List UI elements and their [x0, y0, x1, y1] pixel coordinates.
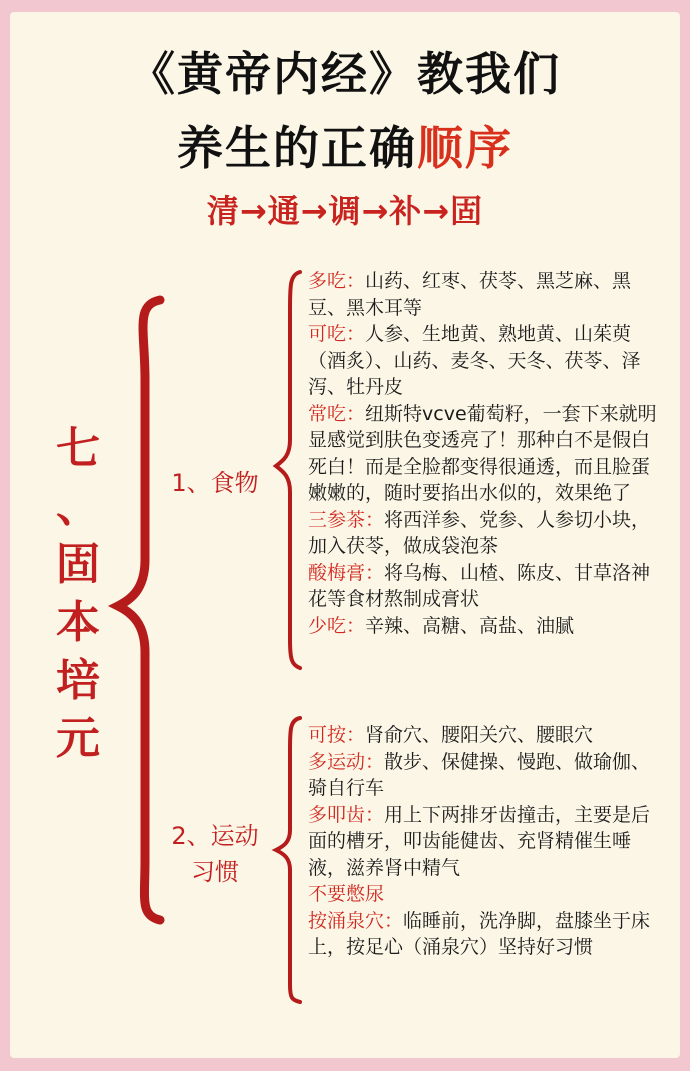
item-label: 可按：	[308, 724, 366, 746]
item-text: 临睡前，洗净脚，盘膝坐于床上，按足心（涌泉穴）坚持好习惯	[308, 909, 651, 958]
item-text: 纽斯特vcve葡萄籽，一套下来就明显感觉到肤色变透亮了！那种白不是假白死白！而是全脸都变得很通透，而且脸蛋嫩嫩的，随时要掐出水似的，效果绝了	[308, 402, 657, 504]
item-text: 将西洋参、党参、人参切小块，加入茯苓，做成袋泡茶	[308, 508, 651, 557]
item-text: 辛辣、高糖、高盐、油腻	[365, 614, 575, 637]
item-text: 山药、红枣、茯苓、黑芝麻、黑豆、黑木耳等	[308, 270, 632, 319]
list-item	[308, 749, 663, 802]
item-label: 多运动：	[308, 750, 385, 773]
item-label: 按涌泉穴：	[308, 909, 404, 932]
vertical-title-char: 七	[56, 423, 100, 474]
item-label: 多吃：	[308, 270, 366, 292]
item-label: 酸梅膏：	[308, 561, 385, 584]
section1-brace	[276, 272, 300, 668]
main-brace	[118, 300, 160, 920]
vertical-title-char: 、	[56, 481, 100, 532]
section2-brace	[276, 718, 300, 1002]
vertical-title-char: 培	[56, 655, 100, 706]
title-line-2-main: 养生的正确	[177, 121, 417, 175]
list-item	[308, 321, 663, 401]
item-label: 可吃：	[308, 323, 366, 345]
section-label-exercise-line2: 习惯	[191, 858, 239, 886]
section-label-exercise	[160, 818, 270, 890]
list-item	[308, 908, 663, 961]
list-item	[308, 560, 663, 613]
vertical-title-char: 元	[56, 713, 100, 764]
item-label: 多叩齿：	[308, 803, 385, 826]
item-text: 人参、生地黄、熟地黄、山茱萸（酒炙）、山药、麦冬、天冬、茯苓、泽泻、牡丹皮	[308, 323, 641, 398]
exercise-list	[308, 722, 663, 961]
food-list	[308, 268, 663, 639]
item-label: 不要憋尿	[308, 883, 385, 905]
item-text: 散步、保健操、慢跑、做瑜伽、骑自行车	[308, 750, 651, 799]
item-text: 将乌梅、山楂、陈皮、甘草洛神花等食材熬制成膏状	[308, 561, 651, 610]
list-item	[308, 802, 663, 882]
list-item	[308, 401, 663, 507]
item-label: 常吃：	[308, 402, 366, 425]
title-line-1: 《黄帝内经》教我们	[129, 47, 561, 101]
list-item	[308, 268, 663, 321]
item-text: 肾俞穴、腰阳关穴、腰眼穴	[365, 724, 594, 746]
list-item	[308, 722, 663, 749]
list-item	[308, 507, 663, 560]
list-item	[308, 881, 663, 908]
vertical-title-char: 固	[56, 539, 100, 590]
vertical-title-char: 本	[56, 597, 100, 648]
section-label-exercise-line1: 2、运动	[171, 822, 259, 850]
flow-sequence: 清→通→调→补→固	[206, 192, 484, 230]
vertical-title	[48, 420, 108, 768]
item-label: 少吃：	[308, 614, 366, 637]
item-text: 用上下两排牙齿撞击，主要是后面的槽牙，叩齿能健齿、充肾精催生唾液，滋养肾中精气	[308, 803, 651, 879]
list-item	[308, 613, 663, 640]
item-label: 三参茶：	[308, 508, 385, 531]
section-label-food: 1、食物	[171, 469, 259, 497]
title-line-2-highlight: 顺序	[417, 121, 513, 175]
